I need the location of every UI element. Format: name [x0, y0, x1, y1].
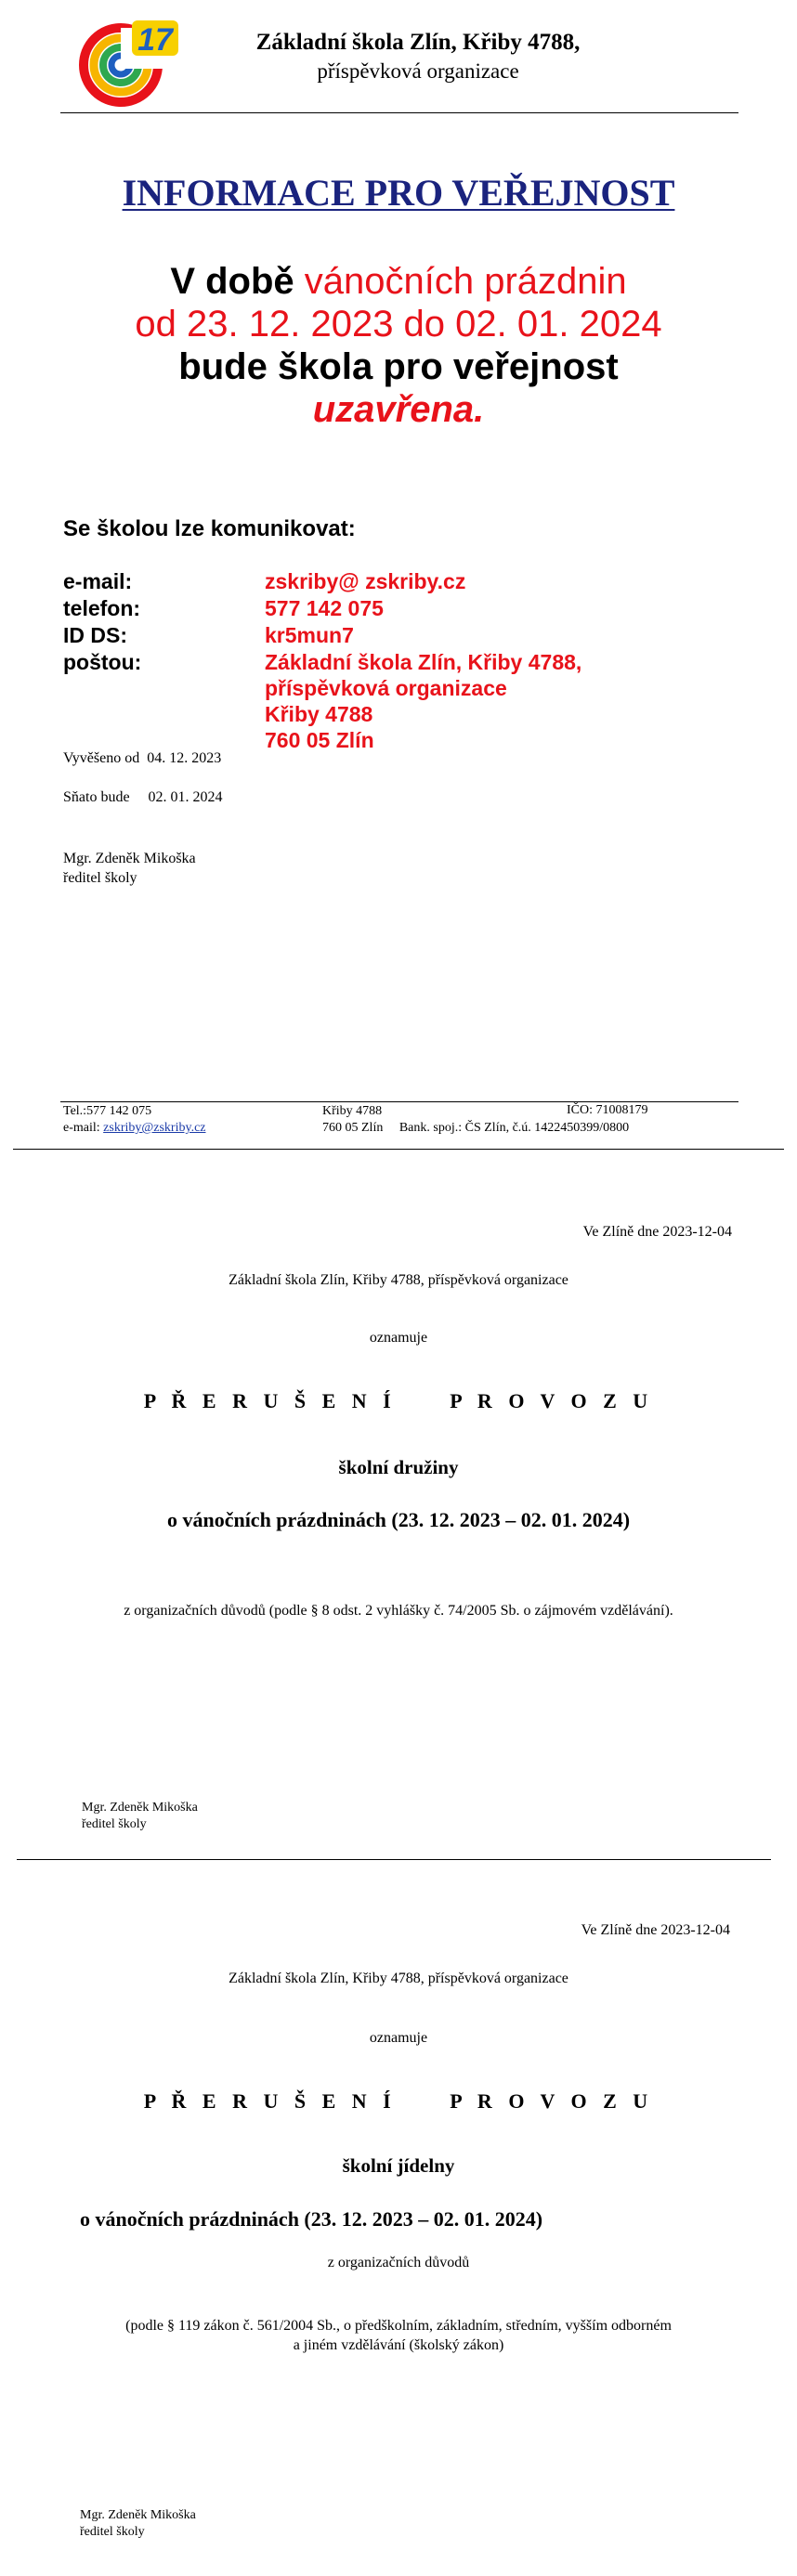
closure-prefix: V době	[170, 261, 305, 302]
contact-heading: Se školou lze komunikovat:	[63, 516, 356, 541]
contact-label-email: e-mail:	[63, 569, 133, 593]
school-name: Základní škola Zlín, Křiby 4788,	[255, 30, 581, 55]
contact-label-ds: ID DS:	[63, 623, 127, 647]
closure-closed: uzavřena.	[312, 389, 485, 430]
removed-label: Sňato bude	[63, 789, 130, 805]
posted-label: Vyvěšeno od	[63, 750, 140, 766]
contact-label-phone: telefon:	[63, 596, 141, 620]
notice-title: INFORMACE PRO VEŘEJNOST	[122, 172, 675, 214]
notice3-date: Ve Zlíně dne 2023-12-04	[581, 1922, 730, 1938]
posted-date: 04. 12. 2023	[147, 750, 222, 766]
post-line-org: příspěvková organizace	[265, 676, 507, 700]
post-line-city: 760 05 Zlín	[265, 728, 374, 752]
org-type: příspěvková organizace	[317, 59, 519, 83]
notice3-law-line2: a jiném vzdělávání (školský zákon)	[293, 2337, 504, 2353]
notice3-org: Základní škola Zlín, Křiby 4788, příspěvková organizace	[229, 1971, 568, 1986]
notice3-reason: z organizačních důvodů	[327, 2255, 470, 2270]
footer-email-label: e-mail:	[63, 1121, 100, 1135]
contact-label-post: poštou:	[63, 650, 142, 674]
footer-email-link[interactable]: zskriby@zskriby.cz	[103, 1121, 206, 1135]
notice2-subject: školní družiny	[338, 1456, 459, 1478]
header-divider	[60, 112, 738, 113]
signature-name: Mgr. Zdeněk Mikoška	[63, 851, 196, 866]
page-separator-1	[13, 1149, 784, 1150]
notice2-signature-name: Mgr. Zdeněk Mikoška	[82, 1801, 198, 1815]
notice2-heading: P Ř E R U Š E N Í P R O V O Z U	[143, 1389, 654, 1412]
footer-street: Křiby 4788	[322, 1104, 383, 1118]
notice3-signature-name: Mgr. Zdeněk Mikoška	[80, 2508, 196, 2522]
notice3-announces: oznamuje	[369, 2030, 428, 2046]
notice3-signature-title: ředitel školy	[80, 2525, 145, 2539]
notice2-announces: oznamuje	[369, 1330, 428, 1346]
footer-phone: Tel.:577 142 075	[63, 1104, 152, 1118]
notice2-date: Ve Zlíně dne 2023-12-04	[582, 1224, 732, 1240]
logo-number: 17	[137, 22, 173, 58]
closure-dates: od 23. 12. 2023 do 02. 01. 2024	[135, 304, 662, 345]
footer-ico: IČO: 71008179	[567, 1103, 648, 1117]
school-logo-icon	[72, 13, 186, 110]
notice3-subject: školní jídelny	[342, 2154, 455, 2177]
contact-value-post: Základní škola Zlín, Křiby 4788,	[265, 650, 582, 674]
footer-divider	[60, 1101, 738, 1102]
notice3-period: o vánočních prázdninách (23. 12. 2023 – 02. 01. 2024)	[80, 2207, 543, 2231]
removed-date: 02. 01. 2024	[148, 789, 223, 805]
notice2-signature-title: ředitel školy	[82, 1817, 147, 1831]
contact-value-email: zskriby@ zskriby.cz	[265, 569, 466, 593]
school-logo	[72, 13, 186, 110]
notice2-period: o vánočních prázdninách (23. 12. 2023 – 02. 01. 2024)	[166, 1508, 631, 1531]
footer-city: 760 05 Zlín	[322, 1121, 384, 1135]
closure-line3: bude škola pro veřejnost	[178, 346, 619, 387]
contact-value-ds: kr5mun7	[265, 623, 354, 647]
signature-title: ředitel školy	[63, 870, 137, 886]
page-separator-2	[17, 1859, 771, 1860]
contact-value-phone: 577 142 075	[265, 596, 384, 620]
notice3-law-line1: (podle § 119 zákon č. 561/2004 Sb., o předškolním, základním, středním, vyšším odborném	[125, 2318, 672, 2334]
notice3-heading: P Ř E R U Š E N Í P R O V O Z U	[143, 2089, 654, 2113]
notice2-reason: z organizačních důvodů (podle § 8 odst. 2 vyhlášky č. 74/2005 Sb. o zájmovém vzdělávání).	[124, 1603, 673, 1619]
footer-bank: Bank. spoj.: ČS Zlín, č.ú. 1422450399/0800	[398, 1121, 630, 1135]
post-line-street: Křiby 4788	[265, 702, 373, 726]
notice2-org: Základní škola Zlín, Křiby 4788, příspěvková organizace	[229, 1272, 568, 1288]
closure-holiday: vánočních prázdnin	[304, 261, 627, 302]
